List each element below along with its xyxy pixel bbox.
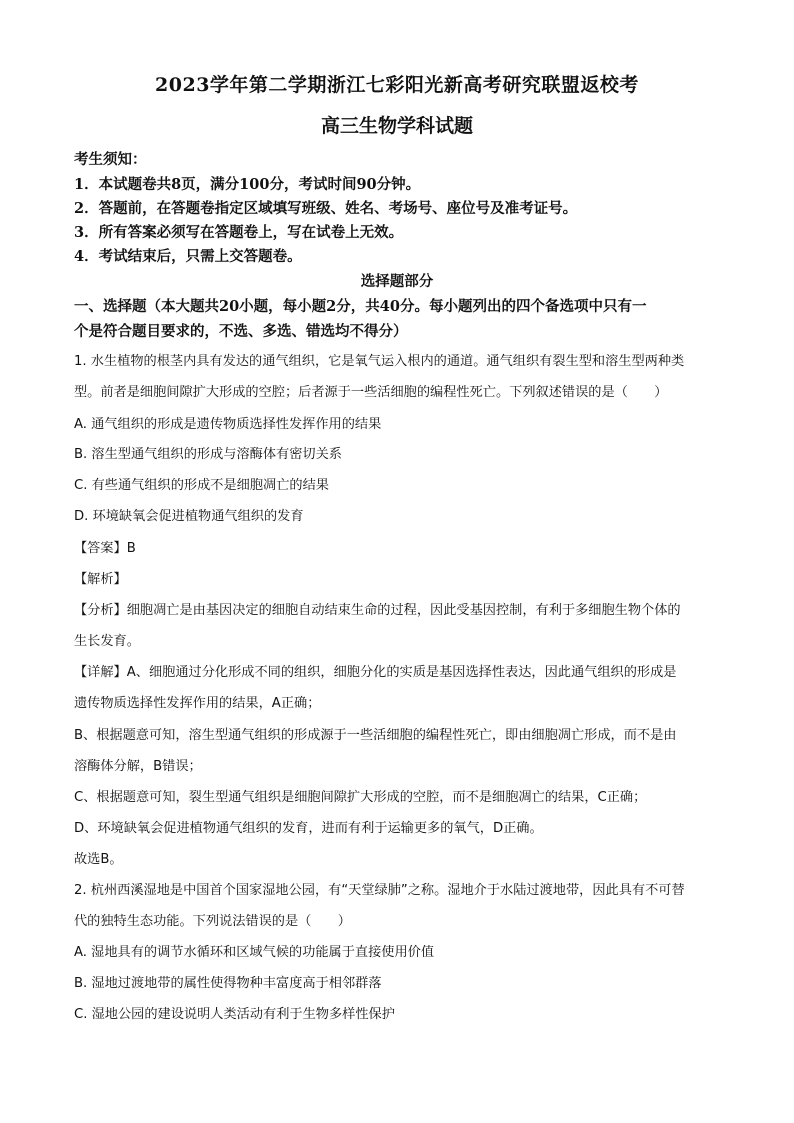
question-2-option-c: C. 湿地公园的建设说明人类活动有利于生物多样性保护 [74, 1007, 395, 1022]
question-2-stem: 2. 杭州西溪湿地是中国首个国家湿地公园，有“天堂绿肺”之称。湿地介于水陆过渡地带，因此具有不可替 [74, 883, 685, 898]
question-1-stem: 型。前者是细胞间隙扩大形成的空腔；后者源于一些活细胞的编程性死亡。下列叙述错误的是（ ） [74, 385, 668, 400]
analysis-line: 【分析】细胞凋亡是由基因决定的细胞自动结束生命的过程，因此受基因控制，有利于多细胞生物个体的 [74, 603, 681, 618]
section-instruction: 个是符合题目要求的，不选、多选、错选均不得分） [74, 323, 408, 340]
notice-item: 1．本试题卷共8页，满分100分，考试时间90分钟。 [74, 176, 421, 193]
analysis-line: 遗传物质选择性发挥作用的结果，A正确； [74, 696, 321, 711]
analysis-heading: 【解析】 [74, 572, 127, 587]
question-1-option-b: B. 溶生型通气组织的形成与溶酶体有密切关系 [74, 447, 342, 462]
analysis-line: B、根据题意可知，溶生型通气组织的形成源于一些活细胞的编程性死亡，即由细胞凋亡形成，而不是由 [74, 728, 677, 743]
exam-title: 2023学年第二学期浙江七彩阳光新高考研究联盟返校考 [155, 74, 639, 96]
analysis-line: C、根据题意可知，裂生型通气组织是细胞间隙扩大形成的空腔，而不是细胞凋亡的结果，C正确； [74, 790, 647, 805]
question-1-option-c: C. 有些通气组织的形成不是细胞凋亡的结果 [74, 478, 329, 493]
question-1-option-a: A. 通气组织的形成是遗传物质选择性发挥作用的结果 [74, 417, 382, 432]
exam-subtitle: 高三生物学科试题 [320, 115, 473, 137]
analysis-line: D、环境缺氧会促进植物通气组织的发育，进而有利于运输更多的氧气，D正确。 [74, 821, 543, 836]
analysis-line: 【详解】A、细胞通过分化形成不同的组织，细胞分化的实质是基因选择性表达，因此通气组织的形成是 [74, 665, 677, 680]
notice-heading: 考生须知： [74, 151, 147, 168]
analysis-line: 生长发育。 [74, 634, 140, 649]
analysis-line: 故选B。 [74, 852, 123, 867]
section-instruction: 一、选择题（本大题共20小题，每小题2分，共40分。每小题列出的四个备选项中只有一 [74, 298, 647, 315]
notice-item: 2．答题前，在答题卷指定区域填写班级、姓名、考场号、座位号及准考证号。 [74, 200, 578, 217]
question-2-option-a: A. 湿地具有的调节水循环和区域气候的功能属于直接使用价值 [74, 945, 435, 960]
question-2-stem: 代的独特生态功能。下列说法错误的是（ ） [74, 914, 351, 929]
question-2-option-b: B. 湿地过渡地带的属性使得物种丰富度高于相邻群落 [74, 976, 382, 991]
notice-item: 4．考试结束后，只需上交答题卷。 [74, 248, 302, 265]
notice-item: 3．所有答案必须写在答题卷上，写在试卷上无效。 [74, 224, 404, 241]
answer-label: 【答案】B [74, 541, 136, 556]
question-1-option-d: D. 环境缺氧会促进植物通气组织的发育 [74, 509, 304, 524]
question-1-stem: 1. 水生植物的根茎内具有发达的通气组织，它是氧气运入根内的通道。通气组织有裂生型和溶生型两种类 [74, 354, 685, 369]
analysis-line: 溶酶体分解，B错误； [74, 759, 202, 774]
section-title: 选择题部分 [360, 273, 434, 290]
